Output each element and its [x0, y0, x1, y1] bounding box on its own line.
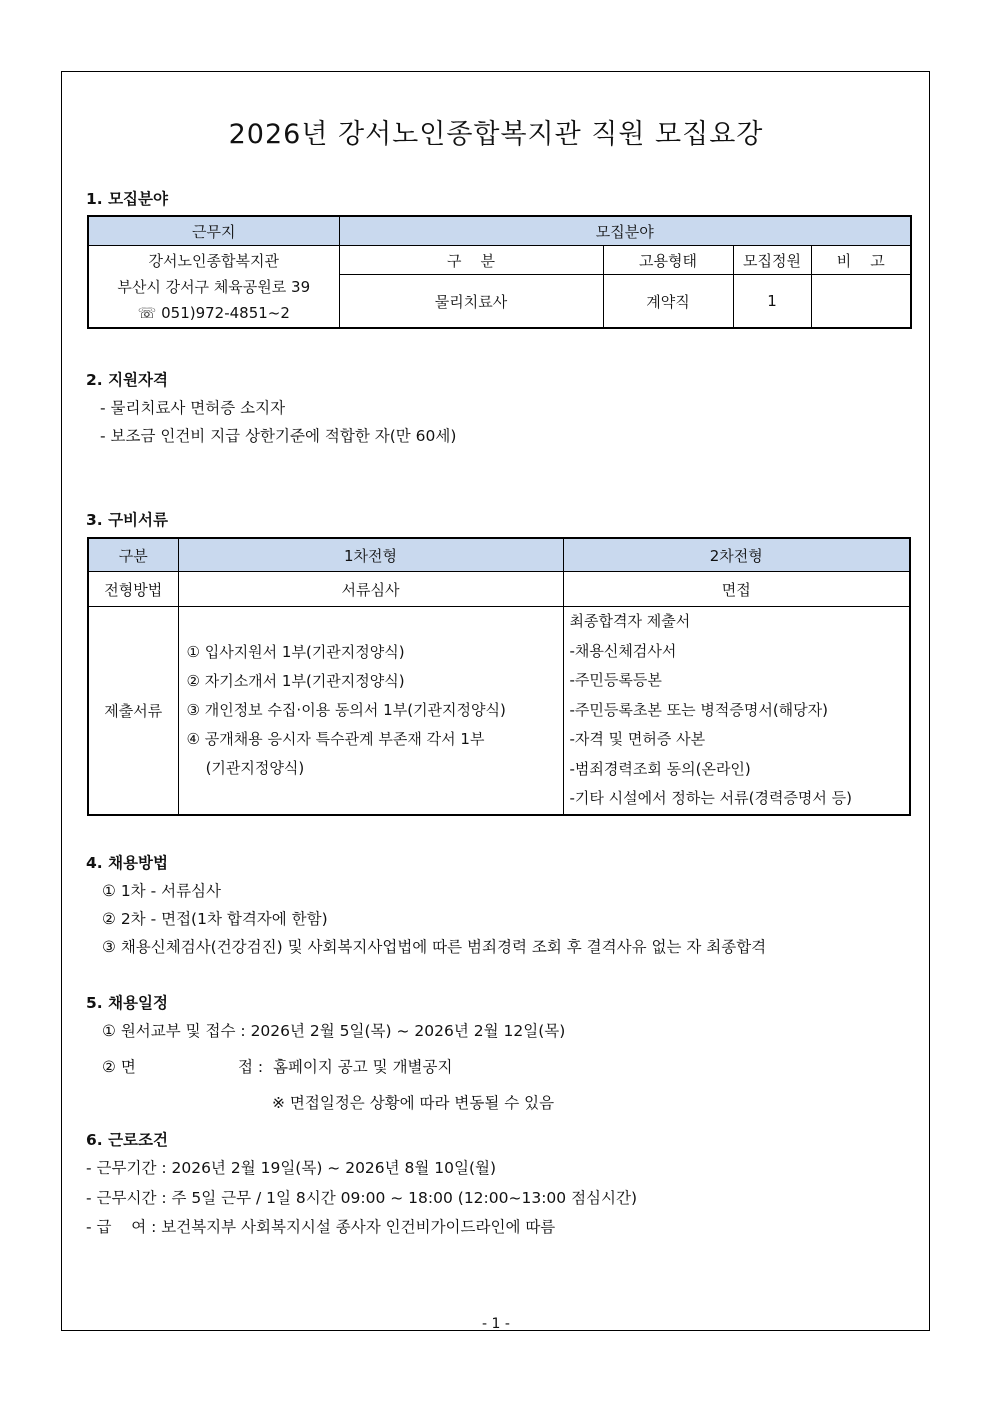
second-stage-documents — [563, 607, 910, 815]
page-number: - 1 - — [482, 1316, 510, 1332]
cell-note — [811, 275, 911, 329]
header-field: 모집분야 — [339, 216, 911, 246]
first-stage-method: 서류심사 — [178, 572, 563, 607]
header-second-stage: 2차전형 — [563, 538, 910, 572]
condition-item: - 근무시간 : 주 5일 근무 / 1일 8시간 09:00 ~ 18:00 (12:00~13:00 점심시간) — [86, 1189, 638, 1207]
schedule-item-text: 접 : 홈페이지 공고 및 개별공지 — [238, 1058, 453, 1076]
workplace-name: 강서노인종합복지관 — [148, 251, 279, 270]
qualification-item: - 보조금 인건비 지급 상한기준에 적합한 자(만 60세) — [100, 427, 457, 445]
condition-item: - 근무기간 : 2026년 2월 19일(목) ~ 2026년 8월 10일(월) — [86, 1159, 497, 1177]
section-3-heading: 3. 구비서류 — [86, 511, 168, 529]
list-item: -주민등록등본 — [569, 671, 662, 689]
page-title: 2026년 강서노인종합복지관 직원 모집요강 — [228, 119, 764, 150]
list-item: -채용신체검사서 — [569, 641, 677, 660]
section-1-heading: 1. 모집분야 — [86, 190, 168, 208]
schedule-item: ① 원서교부 및 접수 : 2026년 2월 5일(목) ~ 2026년 2월 12일(목) — [102, 1022, 566, 1040]
col-headcount: 모집정원 — [733, 246, 811, 275]
documents-table — [87, 537, 911, 816]
section-6-heading: 6. 근로조건 — [86, 1131, 168, 1149]
row-label-method: 전형방법 — [88, 572, 178, 607]
cell-employment-type: 계약직 — [603, 275, 733, 329]
section-5-heading: 5. 채용일정 — [86, 994, 168, 1012]
method-item: ② 2차 - 면접(1차 합격자에 한함) — [102, 910, 328, 928]
workplace-cell — [88, 246, 339, 329]
list-item: 최종합격자 제출서 — [569, 612, 691, 630]
first-stage-documents — [178, 607, 563, 815]
list-item: ① 입사지원서 1부(기관지정양식) — [186, 642, 405, 661]
method-item: ① 1차 - 서류심사 — [102, 882, 221, 900]
list-item: -주민등록초본 또는 병적증명서(해당자) — [569, 700, 828, 719]
workplace-address: 부산시 강서구 체육공원로 39 — [117, 277, 311, 296]
condition-item: - 급 여 : 보건복지부 사회복지시설 종사자 인건비가이드라인에 따름 — [86, 1218, 556, 1236]
header-division: 구분 — [88, 538, 178, 572]
second-stage-method: 면접 — [563, 572, 910, 607]
method-item: ③ 채용신체검사(건강검진) 및 사회복지사업법에 따른 범죄경력 조회 후 결격사유 없는 자 최종합격 — [102, 938, 767, 956]
list-item: ④ 공개채용 응시자 특수관계 부존재 각서 1부 — [186, 729, 485, 748]
cell-division: 물리치료사 — [339, 275, 603, 329]
row-label-documents: 제출서류 — [88, 607, 178, 815]
recruit-field-table — [87, 215, 912, 329]
section-2-heading: 2. 지원자격 — [86, 371, 168, 389]
col-note: 비 고 — [811, 246, 911, 275]
section-4-heading: 4. 채용방법 — [86, 854, 168, 872]
list-item: -범죄경력조회 동의(온라인) — [569, 759, 751, 778]
header-first-stage: 1차전형 — [178, 538, 563, 572]
list-item: -기타 시설에서 정하는 서류(경력증명서 등) — [569, 789, 853, 807]
list-item: ③ 개인정보 수집·이용 동의서 1부(기관지정양식) — [186, 700, 506, 719]
workplace-phone: ☏ 051)972-4851~2 — [137, 303, 290, 322]
schedule-item-label: ② 면 — [102, 1058, 136, 1076]
schedule-note: ※ 면접일정은 상황에 따라 변동될 수 있음 — [272, 1094, 555, 1112]
qualification-item: - 물리치료사 면허증 소지자 — [100, 399, 286, 417]
col-employment-type: 고용형태 — [603, 246, 733, 275]
list-item: -자격 및 면허증 사본 — [569, 730, 706, 748]
cell-headcount: 1 — [733, 275, 811, 329]
list-item: (기관지정양식) — [186, 758, 305, 777]
list-item: ② 자기소개서 1부(기관지정양식) — [186, 671, 405, 690]
col-division: 구 분 — [339, 246, 603, 275]
header-workplace: 근무지 — [88, 216, 339, 246]
